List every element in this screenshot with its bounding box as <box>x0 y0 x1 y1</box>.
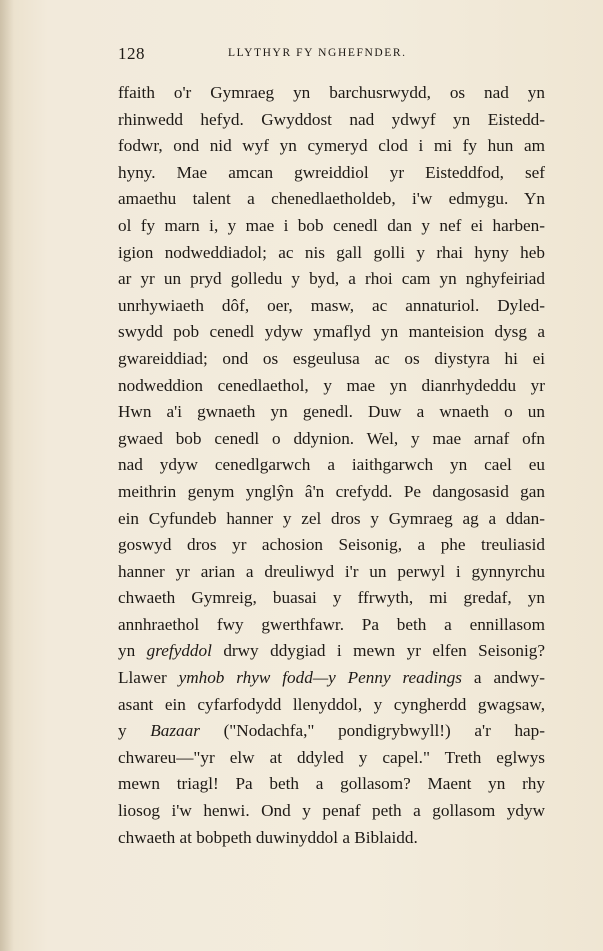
text-line <box>118 346 545 373</box>
page-header <box>118 44 478 66</box>
text-segment: ein Cyfundeb hanner y zel dros y Gymraeg ag a ddan- <box>118 508 545 528</box>
italic-text: ymhob rhyw fodd—y Penny readings <box>178 668 463 688</box>
text-line <box>118 585 545 612</box>
text-line <box>118 825 545 852</box>
text-segment: ffaith o'r Gymraeg yn barchusrwydd, os nad yn <box>118 83 545 102</box>
text-line <box>118 559 545 586</box>
page-number: 128 <box>118 44 145 63</box>
text-segment: Hwn a'i gwnaeth yn genedl. Duw a wnaeth o un <box>118 402 545 422</box>
text-line <box>118 399 545 426</box>
text-segment: yn <box>118 641 147 661</box>
text-line <box>118 479 545 506</box>
text-segment: nad ydyw cenedlgarwch a iaithgarwch yn cael eu <box>118 455 545 475</box>
text-segment: y <box>118 721 151 741</box>
text-line <box>118 266 545 293</box>
text-segment: annhraethol fwy gwerthfawr. Pa beth a ennillasom <box>118 614 545 634</box>
text-segment: mewn triagl! Pa beth a gollasom? Maent yn rhy <box>118 774 545 794</box>
text-line <box>118 532 545 559</box>
text-line <box>118 373 545 400</box>
text-line <box>118 692 545 719</box>
text-segment: liosog i'w henwi. Ond y penaf peth a gollasom ydyw <box>118 801 545 821</box>
text-segment: chwareu—"yr elw at ddyled y capel." Treth eglwys <box>118 747 545 767</box>
text-segment: a andwy- <box>462 668 545 688</box>
text-line <box>118 665 545 692</box>
text-segment: ("Nodachfa," pondigrybwyll!) a'r hap- <box>199 721 545 741</box>
text-line <box>118 213 545 240</box>
text-segment: meithrin genym ynglŷn â'n crefydd. Pe dangosasid gan <box>118 481 545 501</box>
text-line <box>118 612 545 639</box>
text-line <box>118 133 545 160</box>
text-segment: gwaed bob cenedl o ddynion. Wel, y mae arnaf ofn <box>118 428 545 448</box>
italic-text: grefyddol <box>146 641 212 661</box>
text-line <box>118 186 545 213</box>
gutter-shadow <box>0 0 14 951</box>
text-line <box>118 80 545 107</box>
text-line <box>118 240 545 267</box>
text-line <box>118 107 545 134</box>
text-segment: gwareiddiad; ond os esgeulusa ac os diystyra hi ei <box>118 348 545 368</box>
text-line <box>118 506 545 533</box>
text-line <box>118 293 545 320</box>
text-segment: chwaeth Gymreig, buasai y ffrwyth, mi gredaf, yn <box>118 588 545 608</box>
text-segment: ar yr un pryd golledu y byd, a rhoi cam yn nghyfeiriad <box>118 269 545 289</box>
text-segment: igion nodweddiadol; ac nis gall golli y rhai hyny heb <box>118 242 545 262</box>
text-line <box>118 638 545 665</box>
text-line <box>118 798 545 825</box>
text-segment: chwaeth at bobpeth duwinyddol a Biblaidd. <box>118 827 418 847</box>
body-text <box>118 80 545 851</box>
text-segment: goswyd dros yr achosion Seisonig, a phe treuliasid <box>118 535 545 555</box>
text-line <box>118 319 545 346</box>
text-segment: asant ein cyfarfodydd llenyddol, y cyngherdd gwagsaw, <box>118 694 545 714</box>
text-segment: swydd pob cenedl ydyw ymaflyd yn manteision dysg a <box>118 322 545 342</box>
text-segment: amaethu talent a chenedlaetholdeb, i'w edmygu. Yn <box>118 189 545 209</box>
running-head: LLYTHYR FY NGHEFNDER. <box>228 47 407 59</box>
text-line <box>118 718 545 745</box>
text-line <box>118 745 545 772</box>
italic-text: Bazaar <box>150 721 200 741</box>
text-segment: rhinwedd hefyd. Gwyddost nad ydwyf yn Eistedd- <box>118 109 545 129</box>
text-segment: Llawer <box>118 668 179 688</box>
text-line <box>118 452 545 479</box>
text-segment: hyny. Mae amcan gwreiddiol yr Eisteddfod, sef <box>118 162 545 182</box>
text-line <box>118 771 545 798</box>
text-segment: drwy ddygiad i mewn yr elfen Seisonig? <box>211 641 545 661</box>
text-segment: nodweddion cenedlaethol, y mae yn dianrhydeddu yr <box>118 375 545 395</box>
text-line <box>118 160 545 187</box>
text-line <box>118 426 545 453</box>
text-segment: fodwr, ond nid wyf yn cymeryd clod i mi fy hun am <box>118 136 545 156</box>
text-segment: unrhywiaeth dôf, oer, masw, ac annaturiol. Dyled- <box>118 295 545 315</box>
text-segment: hanner yr arian a dreuliwyd i'r un perwyl i gynnyrchu <box>118 561 545 581</box>
text-segment: ol fy marn i, y mae i bob cenedl dan y nef ei harben- <box>118 215 545 235</box>
